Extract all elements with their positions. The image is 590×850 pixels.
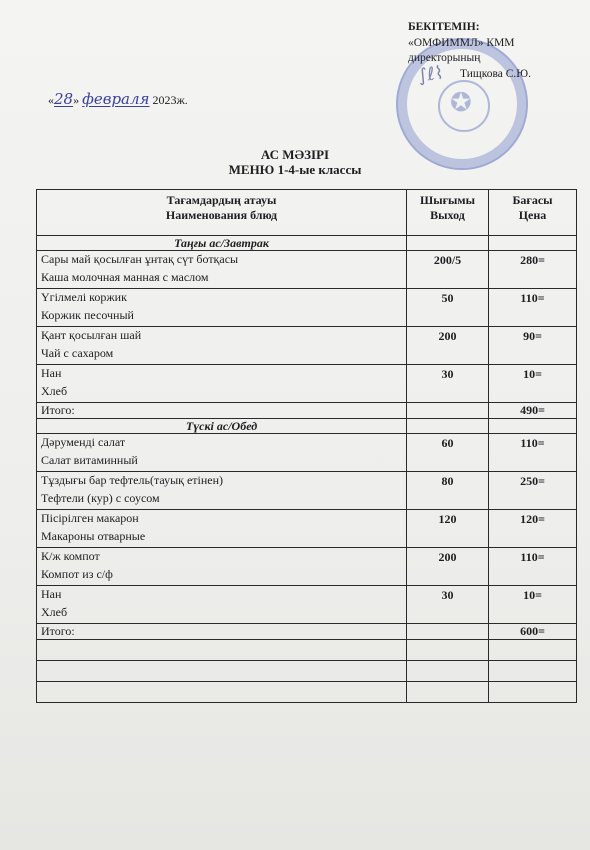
approval-block	[408, 20, 578, 82]
col-price-kz: Бағасы	[512, 193, 553, 207]
dish-price: 110=	[489, 548, 577, 586]
approval-org: «ОМФИММЛ» КММ	[408, 36, 515, 49]
col-header-price	[489, 190, 577, 236]
empty-row	[37, 661, 577, 682]
approval-header: БЕКІТЕМІН:	[408, 21, 480, 33]
col-name-ru: Наименования блюд	[165, 208, 278, 222]
dish-name-kz: К/ж компот	[41, 549, 100, 563]
col-name-kz: Тағамдардың атауы	[166, 193, 277, 207]
table-row	[37, 365, 577, 403]
table-row	[37, 472, 577, 510]
total-value: 490=	[489, 403, 577, 419]
dish-name-kz: Тұздығы бар тефтель(тауық етінен)	[41, 473, 224, 487]
col-header-name	[37, 190, 407, 236]
table-row	[37, 510, 577, 548]
handwritten-signature: ∫ℓ⌇	[416, 62, 445, 87]
dish-price: 250=	[489, 472, 577, 510]
section-heading: Түскі ас/Обед	[37, 419, 407, 434]
dish-name-ru: Тефтели (кур) с соусом	[41, 490, 160, 505]
dish-name-kz: Сары май қосылған ұнтақ сүт ботқасы	[41, 252, 239, 266]
total-label: Итого:	[37, 624, 407, 640]
dish-yield: 30	[407, 586, 489, 624]
dish-name-kz: Үгілмелі коржик	[41, 290, 127, 304]
dish-yield: 50	[407, 289, 489, 327]
col-header-yield	[407, 190, 489, 236]
dish-yield: 200	[407, 327, 489, 365]
dish-yield: 200/5	[407, 251, 489, 289]
dish-name-ru: Компот из с/ф	[41, 566, 113, 581]
seal-emblem-icon: ✪	[450, 88, 472, 118]
dish-price: 120=	[489, 510, 577, 548]
dish-yield: 30	[407, 365, 489, 403]
col-yield-kz: Шығымы	[420, 193, 475, 207]
col-price-ru: Цена	[518, 208, 547, 222]
empty-row	[37, 640, 577, 661]
dish-price: 90=	[489, 327, 577, 365]
title-ru: МЕНЮ 1-4-ые классы	[228, 162, 362, 177]
dish-yield: 200	[407, 548, 489, 586]
total-label: Итого:	[37, 403, 407, 419]
date-close-quote: »	[73, 93, 80, 107]
dish-name-kz: Дәруменді салат	[41, 435, 126, 449]
dish-name-ru: Салат витаминный	[41, 452, 138, 467]
empty-row	[37, 682, 577, 703]
table-row	[37, 327, 577, 365]
dish-name-kz: Нан	[41, 587, 62, 601]
dish-name-ru: Хлеб	[41, 604, 68, 619]
col-yield-ru: Выход	[430, 208, 465, 222]
total-value: 600=	[489, 624, 577, 640]
section-row-lunch	[37, 419, 577, 434]
dish-name-kz: Нан	[41, 366, 62, 380]
approval-position: директорының	[408, 52, 481, 64]
dish-name-ru: Чай с сахаром	[41, 345, 114, 360]
date-month: февраля	[82, 90, 150, 108]
date-open-quote: «	[48, 93, 54, 107]
dish-name-ru: Каша молочная манная с маслом	[41, 269, 209, 284]
table-row	[37, 251, 577, 289]
dish-price: 10=	[489, 586, 577, 624]
approval-name: Тищкова С.Ю.	[460, 67, 531, 80]
dish-yield: 120	[407, 510, 489, 548]
table-row	[37, 586, 577, 624]
total-row-breakfast	[37, 403, 577, 419]
dish-name-ru: Коржик песочный	[41, 307, 134, 322]
dish-yield: 60	[407, 434, 489, 472]
dish-price: 110=	[489, 434, 577, 472]
dish-name-ru: Хлеб	[41, 383, 68, 398]
table-row	[37, 289, 577, 327]
dish-price: 280=	[489, 251, 577, 289]
table-row	[37, 548, 577, 586]
dish-yield: 80	[407, 472, 489, 510]
section-heading: Таңғы ас/Завтрак	[37, 236, 407, 251]
date-year: 2023ж.	[152, 93, 188, 107]
dish-name-kz: Пісірілген макарон	[41, 511, 139, 525]
total-row-lunch	[37, 624, 577, 640]
menu-table	[36, 189, 577, 703]
dish-price: 110=	[489, 289, 577, 327]
document-date	[48, 90, 188, 108]
dish-name-ru: Макароны отварные	[41, 528, 146, 543]
section-row-breakfast	[37, 236, 577, 251]
title-kz: АС МӘЗІРІ	[260, 147, 330, 162]
table-header-row	[37, 190, 577, 236]
dish-name-kz: Қант қосылған шай	[41, 328, 142, 342]
table-row	[37, 434, 577, 472]
date-day: 28	[54, 90, 74, 108]
dish-price: 10=	[489, 365, 577, 403]
